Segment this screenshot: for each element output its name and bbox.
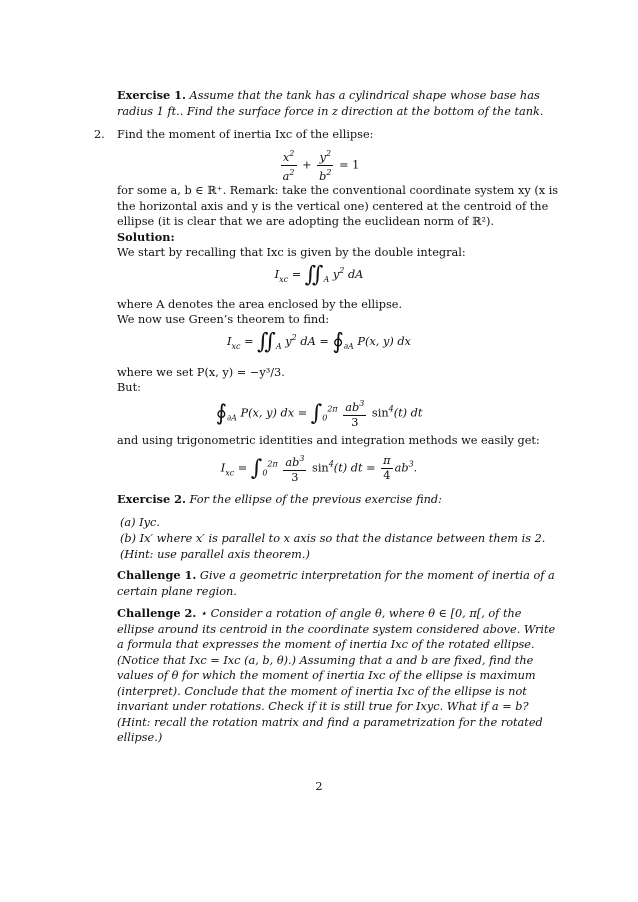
- exercise-2-item-a: (a) Iyc.: [120, 516, 160, 529]
- solution-line-2: where A denotes the area enclosed by the ellipse.: [117, 298, 403, 311]
- ellipse-equation: $\frac{x^2}{a^2}$ + $\frac{y^2}{b^2}$ = 1: [282, 149, 360, 183]
- challenge-1-text: Give a geometric interpretation for the moment of inertia of a certain plane region.: [117, 569, 555, 598]
- challenge-1: [117, 568, 561, 599]
- exercise-1: [117, 88, 561, 119]
- solution-label: Solution:: [117, 230, 175, 244]
- equation-4: $I_{xc} = \int_0^{2\pi}$ $\frac{ab^3}{3}$ $\sin^4(t)$ dt = $\frac{\pi}{4}$ $ab^3$.: [220, 454, 418, 484]
- page-number: 2: [315, 780, 323, 793]
- challenge-1-label: Challenge 1.: [117, 568, 197, 582]
- challenge-2-label: Challenge 2.: [117, 606, 197, 620]
- problem-2-intro: Find the moment of inertia Ixc of the ellipse:: [117, 128, 374, 141]
- exercise-1-text: Assume that the tank has a cylindrical shape whose base has radius 1 ft.. Find the surface force in z direction at the bottom of the tank.: [117, 89, 544, 118]
- equation-1: $I_{xc}$ = $∬_A$ $y^2$ dA: [274, 262, 364, 288]
- challenge-2-text: ⋆ Consider a rotation of angle θ, where θ ∈ [0, π[, of the ellipse around its centroid in the coordinate system considered above. Write a formula that expresses the moment of inertia Ixc of the rotated ellipse. (Notice that Ixc = Ixc (a, b, θ).) Assuming that a and b are fixed, find the values of θ for which the moment of inertia Ixc of the ellipse is maximum (interpret). Conclude that the moment of inertia Ixc of the ellipse is not invariant under rotations. Check if it is still true for Ixyc. What if a = b? (Hint: recall the rotation matrix and find a parametrization for the rotated ellipse.): [117, 607, 556, 744]
- exercise-2: [117, 492, 561, 508]
- problem-2-remark: for some a, b ∈ ℝ⁺. Remark: take the conventional coordinate system xy (x is the horizontal axis and y is the vertical one) centered at the centroid of the ellipse (it is clear that we are adopting the euclidean norm of ℝ²).: [117, 184, 559, 228]
- solution-line-5: But:: [117, 381, 141, 394]
- exercise-2-item-b: (b) Ix′ where x′ is parallel to x axis so that the distance between them is 2. (Hint: use parallel axis theorem.): [120, 532, 546, 561]
- equation-2: $I_{xc}$ = $∬_A$ $y^2$ dA = $∮_{\partial A}$ P(x, y) dx: [227, 329, 411, 355]
- problem-2-number: 2.: [94, 128, 105, 141]
- solution-line-3: We now use Green’s theorem to find:: [117, 313, 330, 326]
- solution-line-6: and using trigonometric identities and integration methods we easily get:: [117, 434, 540, 447]
- solution-line-4: where we set P(x, y) = −y³/3.: [117, 366, 285, 379]
- equation-3: $∮_{\partial A}$ P(x, y) dx = $\int_0^{2\pi}$ $\frac{ab^3}{3}$ $\sin^4(t)$ dt: [215, 399, 423, 429]
- solution-line-1: We start by recalling that Ixc is given by the double integral:: [117, 246, 466, 259]
- exercise-1-label: Exercise 1.: [117, 88, 186, 102]
- challenge-2: [117, 606, 561, 746]
- exercise-2-text: For the ellipse of the previous exercise find:: [189, 493, 442, 506]
- exercise-2-label: Exercise 2.: [117, 492, 186, 506]
